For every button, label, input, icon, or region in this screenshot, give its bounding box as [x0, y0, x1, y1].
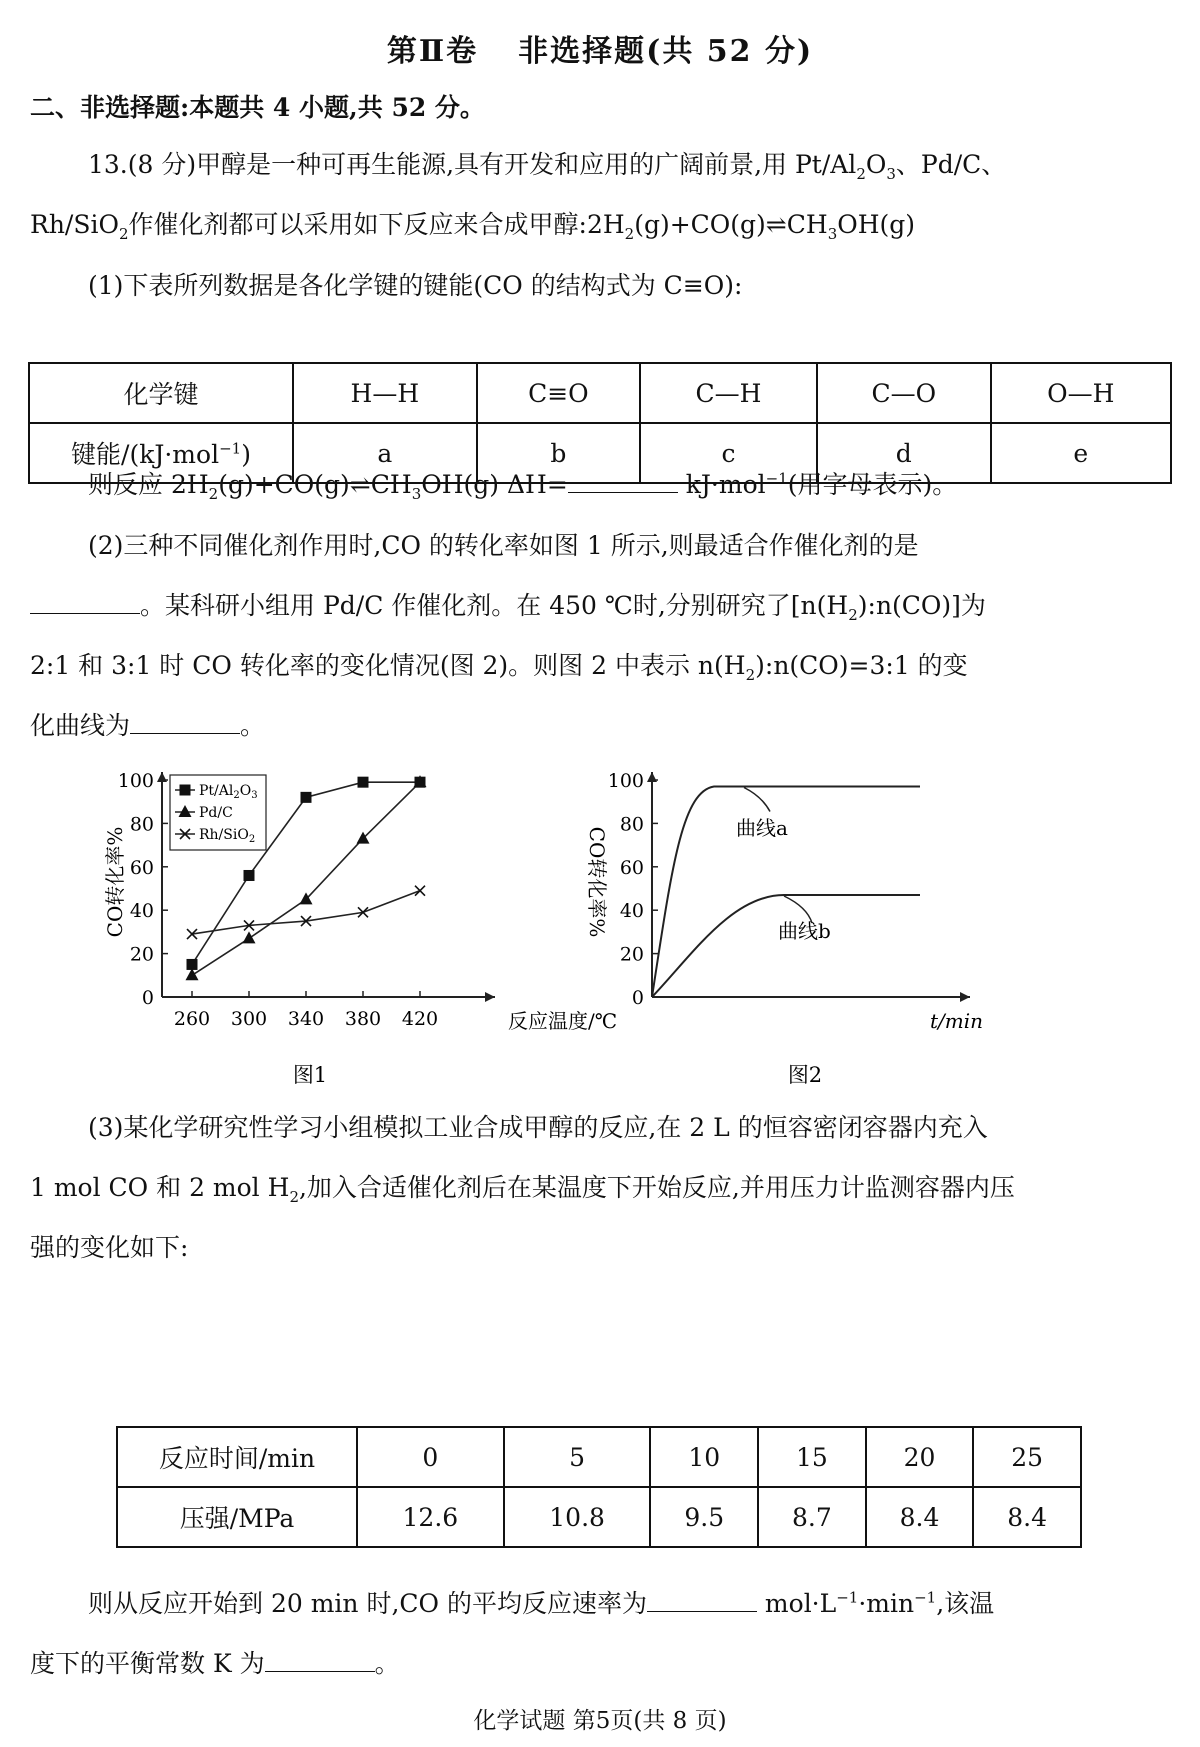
- figure1-data-point: [244, 870, 255, 881]
- figure2-y-label: CO转化率%: [585, 826, 609, 938]
- curve-b-label: 曲线b: [778, 919, 831, 943]
- q13-part2-line3: 2:1 和 3:1 时 CO 转化率的变化情况(图 2)。则图 2 中表示 $n(H_2):n(CO)=3:1$ 的变: [30, 651, 968, 684]
- figure2-y-tick-label: 100: [607, 770, 644, 792]
- table-cell: 20: [866, 1427, 974, 1487]
- figure1-y-tick-label: 40: [129, 900, 154, 923]
- answer-blank[interactable]: [568, 470, 678, 493]
- figure1-data-point: [186, 968, 199, 980]
- section-title: 非选择题(共 52 分): [518, 34, 814, 69]
- figure1-data-point: [415, 886, 425, 896]
- table-cell: 12.6: [357, 1487, 504, 1547]
- figure2-caption: 图2: [787, 1063, 823, 1087]
- answer-blank[interactable]: [647, 1589, 757, 1612]
- figure1-y-label: CO转化率%: [103, 826, 127, 938]
- table-row: [29, 363, 1171, 423]
- figure1-x-tick-label: 260: [173, 1008, 211, 1030]
- answer-blank[interactable]: [30, 591, 140, 614]
- figure1-data-point: [243, 931, 256, 943]
- figure1-data-point: [301, 792, 312, 803]
- figure1-x-tick-label: 300: [230, 1008, 268, 1030]
- figure1-x-tick-label: 380: [344, 1008, 382, 1030]
- section-heading: 二、非选择题:本题共 4 小题,共 52 分。: [30, 93, 485, 122]
- table-cell: b: [477, 423, 640, 483]
- figure1-x-label: 反应温度/℃: [508, 1009, 618, 1033]
- figure1-y-tick-label: 60: [129, 856, 154, 879]
- answer-blank[interactable]: [265, 1649, 375, 1672]
- table-cell: 反应时间/min: [117, 1427, 357, 1487]
- figure1-legend-label: Pd/C: [199, 805, 233, 821]
- curve-a-leader: [744, 788, 770, 812]
- table-cell: d: [817, 423, 991, 483]
- q13-part2-line4: 化曲线为 。: [30, 711, 266, 740]
- table-cell: 0: [357, 1427, 504, 1487]
- figure1-x-arrow: [485, 992, 495, 1002]
- table-cell: 8.7: [758, 1487, 866, 1547]
- table-cell: C—H: [640, 363, 817, 423]
- table-cell: c: [640, 423, 817, 483]
- q13-line1: 13.(8 分)甲醇是一种可再生能源,具有开发和应用的广阔前景,用 $Pt/Al_2O_3$、Pd/C、: [88, 150, 1007, 183]
- figure2-x-label: t/min: [930, 1009, 984, 1033]
- figure2-chart: [585, 760, 1100, 1090]
- table-cell: 9.5: [650, 1487, 758, 1547]
- q13-line2: Rh/SiO$_2$作催化剂都可以采用如下反应来合成甲醇$:2H_2(g)+CO(g)\rightleftharpoons CH_3OH(g)$: [30, 210, 916, 243]
- table-cell: a: [293, 423, 477, 483]
- q13-final-line2: 度下的平衡常数 K 为 。: [30, 1649, 400, 1678]
- q13-part2-line2: 。某科研小组用 Pd/C 作催化剂。在 450 ℃时,分别研究了$[n(H_2):n(CO)]$为: [30, 586, 986, 624]
- figure2-x-arrow: [960, 992, 970, 1002]
- curve-a-label: 曲线a: [736, 816, 788, 840]
- table-cell: 8.4: [866, 1487, 974, 1547]
- table-cell: H—H: [293, 363, 477, 423]
- figure2-y-tick-label: 20: [619, 943, 644, 966]
- q13-part3-line1: (3)某化学研究性学习小组模拟工业合成甲醇的反应,在 2 L 的恒容密闭容器内充入: [88, 1113, 988, 1142]
- q13-part3-line2: 1 mol CO 和 2 mol $H_2$,加入合适催化剂后在某温度下开始反应,并用压力计监测容器内压: [30, 1173, 1015, 1206]
- q13-final-line1: 则从反应开始到 20 min 时,CO 的平均反应速率为 $mol\cdot L^{-1}\cdot\min^{-1}$,该温: [88, 1588, 995, 1618]
- figure1-y-tick-label: 80: [129, 813, 154, 836]
- table-cell: 25: [973, 1427, 1081, 1487]
- figure1-legend-label: $Pt/Al_2O_3$: [199, 783, 258, 801]
- figure1-legend-marker: [180, 785, 191, 796]
- table-row: [117, 1487, 1081, 1547]
- answer-blank[interactable]: [130, 711, 240, 734]
- figure1-x-tick-label: 340: [287, 1008, 325, 1030]
- figure1-legend-label: Rh/SiO$_2$: [199, 827, 256, 845]
- figure1-data-point: [187, 959, 198, 970]
- figure2-y-tick-label: 40: [619, 900, 644, 923]
- table-row: [117, 1427, 1081, 1487]
- figure2-y-tick-label: 80: [619, 813, 644, 836]
- table-cell: 压强/MPa: [117, 1487, 357, 1547]
- table-cell: C—O: [817, 363, 991, 423]
- figure2-y-tick-label: 0: [631, 987, 644, 1009]
- table-cell: 8.4: [973, 1487, 1081, 1547]
- q13-part2-line1: (2)三种不同催化剂作用时,CO 的转化率如图 1 所示,则最适合作催化剂的是: [88, 531, 919, 560]
- figure1-chart: [100, 760, 660, 1090]
- figure1-caption: 图1: [292, 1063, 328, 1087]
- table-cell: C≡O: [477, 363, 640, 423]
- table-cell: 5: [504, 1427, 651, 1487]
- table-cell: 10.8: [504, 1487, 651, 1547]
- delta-h-line: 则反应 $2H_2(g)+CO(g)\rightleftharpoons CH_3OH(g)$ ΔH= kJ·mol$^{-1}$(用字母表示)。: [88, 469, 958, 503]
- table-cell: O—H: [991, 363, 1171, 423]
- q13-part1: (1)下表所列数据是各化学键的键能(CO 的结构式为 C≡O):: [88, 271, 743, 300]
- figure1-data-point: [358, 777, 369, 788]
- table-cell: e: [991, 423, 1171, 483]
- curve-b-line: [652, 895, 920, 997]
- figure1-y-tick-label: 100: [117, 770, 154, 792]
- q13-part3-line3: 强的变化如下:: [30, 1233, 189, 1262]
- figure1-x-tick-label: 420: [401, 1008, 439, 1030]
- table-cell: 键能/(kJ·mol$^{-1}$): [29, 423, 293, 483]
- figure2-y-tick-label: 60: [619, 856, 644, 879]
- table-cell: 10: [650, 1427, 758, 1487]
- figure1-y-tick-label: 20: [129, 943, 154, 966]
- table-cell: 化学键: [29, 363, 293, 423]
- pressure-table: [116, 1426, 1082, 1548]
- page-footer: 化学试题 第5页(共 8 页): [473, 1708, 727, 1734]
- figure1-y-tick-label: 0: [141, 987, 154, 1009]
- volume-label: 第Ⅱ卷: [386, 34, 479, 69]
- table-cell: 15: [758, 1427, 866, 1487]
- page-title: [0, 26, 1200, 70]
